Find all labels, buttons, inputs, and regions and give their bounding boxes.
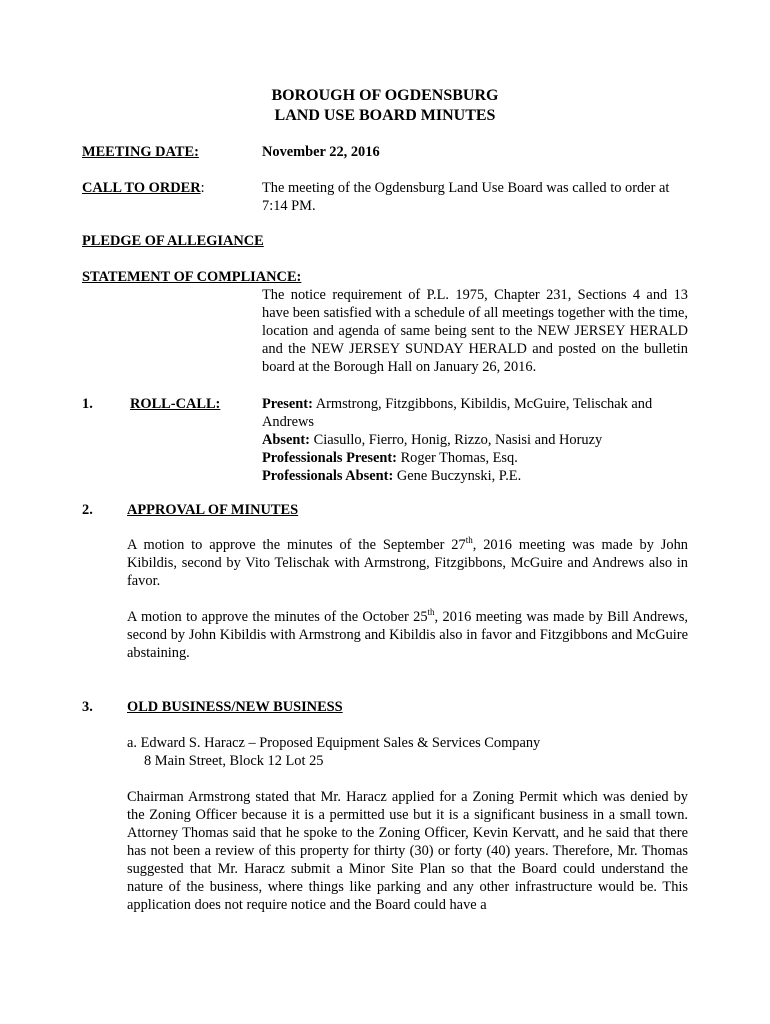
approval-p2-sup: th [427, 607, 435, 618]
professionals-present-value: Roger Thomas, Esq. [400, 450, 518, 466]
title-line-1: BOROUGH OF OGDENSBURG [271, 87, 499, 104]
approval-paragraph-1 [127, 536, 688, 590]
old-business-number: 3. [82, 699, 93, 715]
call-to-order-colon: : [200, 180, 205, 196]
compliance-text: The notice requirement of P.L. 1975, Chapter 231, Sections 4 and 13 have been satisfied with a schedule of all meetings together with the time, location and agenda of same being sent to the NEW JERSEY HERALD and the NEW JERSEY SUNDAY HERALD and posted on the bulletin board at the Borough Hall on January 26, 2016. [262, 287, 688, 375]
present-label: Present: [262, 396, 313, 412]
professionals-absent-label: Professionals Absent: [262, 468, 394, 484]
call-to-order-label-text: CALL TO ORDER [82, 180, 201, 196]
present-line [262, 395, 688, 431]
professionals-present-line [262, 449, 688, 467]
meeting-date-value: November 22, 2016 [262, 144, 380, 160]
call-to-order-label [82, 179, 205, 197]
present-value: Armstrong, Fitzgibbons, Kibildis, McGuire, Telischak and Andrews [262, 396, 653, 430]
professionals-present-label: Professionals Present: [262, 450, 397, 466]
item-a-address: 8 Main Street, Block 12 Lot 25 [144, 753, 324, 769]
roll-call-details [262, 395, 688, 485]
old-business-item-a [127, 734, 688, 770]
professionals-absent-line [262, 467, 688, 485]
pledge-heading: PLEDGE OF ALLEGIANCE [82, 233, 264, 249]
absent-label: Absent: [262, 432, 310, 448]
item-a-title: a. Edward S. Haracz – Proposed Equipment Sales & Services Company [127, 735, 541, 751]
call-to-order-text: The meeting of the Ogdensburg Land Use Board was called to order at 7:14 PM. [262, 180, 670, 214]
document-title [0, 86, 770, 126]
title-line-2: LAND USE BOARD MINUTES [274, 107, 496, 124]
roll-call-heading: ROLL-CALL: [130, 396, 221, 412]
compliance-heading: STATEMENT OF COMPLIANCE: [82, 269, 302, 285]
approval-p1-sup: th [465, 535, 473, 546]
approval-p2-end: , 2016 meeting was made by Bill Andrews, second by John Kibildis with Armstrong and Kibildis also in favor and Fitzgibbons and McGuire abstaining. [127, 609, 689, 661]
approval-paragraph-2 [127, 608, 688, 662]
approval-p1-start: A motion to approve the minutes of the September 27 [127, 537, 466, 553]
old-business-paragraph: Chairman Armstrong stated that Mr. Haracz applied for a Zoning Permit which was denied by the Zoning Officer because it is a permitted use but it is a significant business in a small town. Attorney Thomas said that he spoke to the Zoning Officer, Kevin Kervatt, and he said that there has not been a review of this property for thirty (30) or forty (40) years. Therefore, Mr. Thomas suggested that Mr. Haracz submit a Minor Site Plan so that the Board could understand the nature of the business, where things like parking and any other infrastructure would be. This application does not require notice and the Board could have a [127, 789, 688, 913]
approval-p1-end: , 2016 meeting was made by John Kibildis, second by Vito Telischak with Armstrong, Fitzgibbons, McGuire and Andrews also in favor. [127, 537, 688, 589]
absent-value: Ciasullo, Fierro, Honig, Rizzo, Nasisi and Horuzy [313, 432, 603, 448]
approval-p2-start: A motion to approve the minutes of the October 25 [127, 609, 428, 625]
approval-number: 2. [82, 502, 93, 518]
old-business-heading: OLD BUSINESS/NEW BUSINESS [127, 699, 343, 715]
absent-line [262, 431, 688, 449]
meeting-date-label: MEETING DATE: [82, 144, 199, 160]
roll-call-number: 1. [82, 396, 93, 412]
approval-heading: APPROVAL OF MINUTES [127, 502, 299, 518]
professionals-absent-value: Gene Buczynski, P.E. [396, 468, 522, 484]
